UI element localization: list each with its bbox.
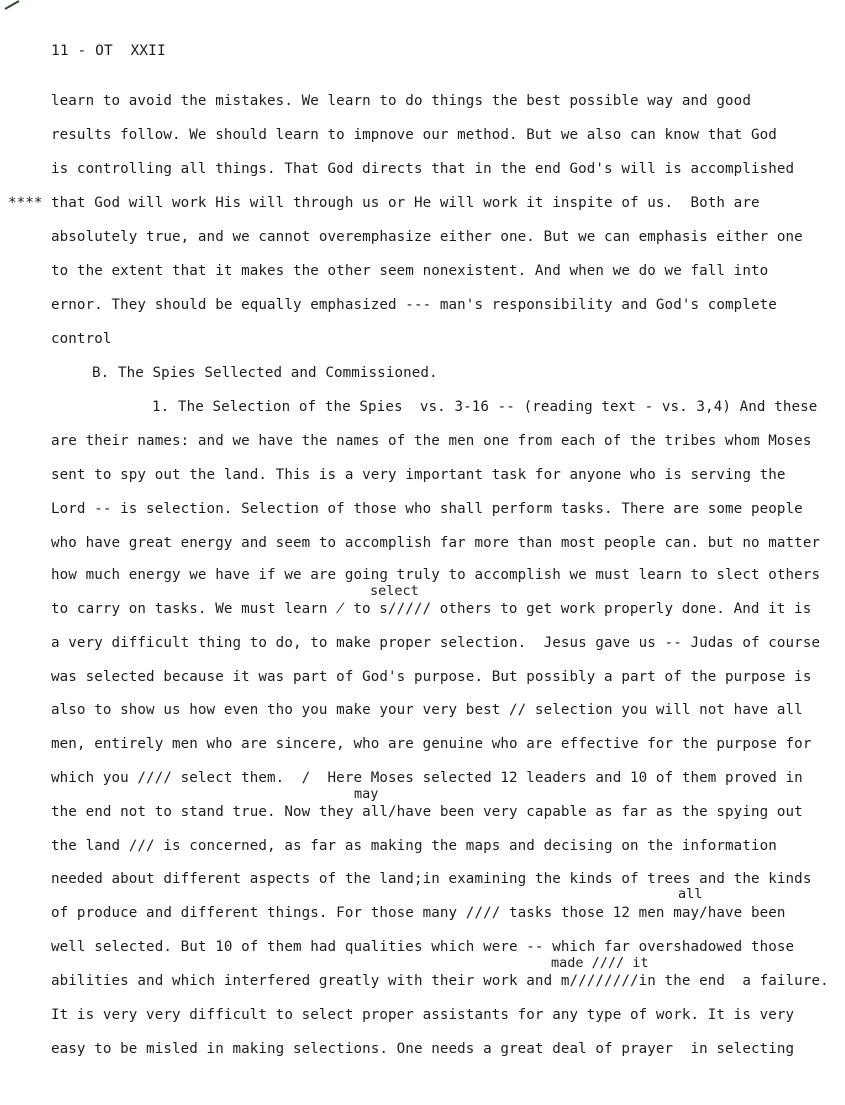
- text-line: a very difficult thing to do, to make proper selection. Jesus gave us -- Judas of course: [51, 635, 821, 651]
- text-line: learn to avoid the mistakes. We learn to do things the best possible way and good: [51, 93, 751, 109]
- text-line: abilities and which interfered greatly with their work and m∕∕/∕∕∕∕/in the end a failure.: [51, 973, 829, 989]
- text-line: which you ∕∕∕/ select them. ∕ Here Moses selected 12 leaders and 10 of them proved in: [51, 770, 803, 786]
- text-line: are their names: and we have the names of the men one from each of the tribes whom Moses: [51, 433, 812, 449]
- insertion-note-all: all: [678, 886, 703, 902]
- text-line: needed about different aspects of the land;in examining the kinds of trees and the kinds: [51, 871, 812, 887]
- text-line: the end not to stand true. Now they all/have been very capable as far as the spying out: [51, 804, 803, 820]
- corner-pen-mark: [4, 0, 20, 10]
- text-line: was selected because it was part of God's purpose. But possibly a part of the purpose is: [51, 669, 812, 685]
- text-line: It is very very difficult to select proper assistants for any type of work. It is very: [51, 1007, 795, 1023]
- section-heading: B. The Spies Sellected and Commissioned.: [92, 365, 438, 381]
- text-line: results follow. We should learn to impnove our method. But we also can know that God: [51, 127, 777, 143]
- text-line: Lord -- is selection. Selection of those who shall perform tasks. There are some people: [51, 501, 803, 517]
- text-line: the land ∕∕/ is concerned, as far as making the maps and decising on the information: [51, 838, 777, 854]
- text-line: to the extent that it makes the other seem nonexistent. And when we do we fall into: [51, 263, 769, 279]
- text-line: who have great energy and seem to accomplish far more than most people can. but no matter: [51, 535, 821, 551]
- text-line: well selected. But 10 of them had qualities which were -- which far overshadowed those: [51, 939, 795, 955]
- text-line: ernor. They should be equally emphasized --- man's responsibility and God's complete: [51, 297, 777, 313]
- text-line: also to show us how even tho you make your very best ∕∕ selection you will not have all: [51, 702, 803, 718]
- text-line: that God will work His will through us or He will work it inspite of us. Both are: [51, 195, 760, 211]
- subsection-heading: 1. The Selection of the Spies vs. 3-16 -- (reading text - vs. 3,4) And these: [152, 399, 818, 415]
- text-line: men, entirely men who are sincere, who are genuine who are effective for the purpose for: [51, 736, 812, 752]
- page-header: 11 - OT XXII: [51, 43, 166, 59]
- text-line: of produce and different things. For those many ∕∕∕/ tasks those 12 men may/have been: [51, 905, 786, 921]
- text-line: is controlling all things. That God directs that in the end God's will is accomplished: [51, 161, 795, 177]
- insertion-note-made: made ∕∕∕/ it: [551, 955, 649, 971]
- text-line: to carry on tasks. We must learn ̸ to s∕∕∕∕∕ others to get work properly done. And it is: [51, 601, 812, 617]
- text-line: how much energy we have if we are going truly to accomplish we must learn to slect others: [51, 567, 821, 583]
- text-line: sent to spy out the land. This is a very important task for anyone who is serving the: [51, 467, 786, 483]
- margin-asterisks: ****: [8, 195, 43, 211]
- text-line: easy to be misled in making selections. One needs a great deal of prayer in selecting: [51, 1041, 795, 1057]
- insertion-note-may: may: [354, 786, 379, 802]
- text-line: control: [51, 331, 112, 347]
- insertion-note-select: select: [370, 583, 419, 599]
- text-line: absolutely true, and we cannot overemphasize either one. But we can emphasis either one: [51, 229, 803, 245]
